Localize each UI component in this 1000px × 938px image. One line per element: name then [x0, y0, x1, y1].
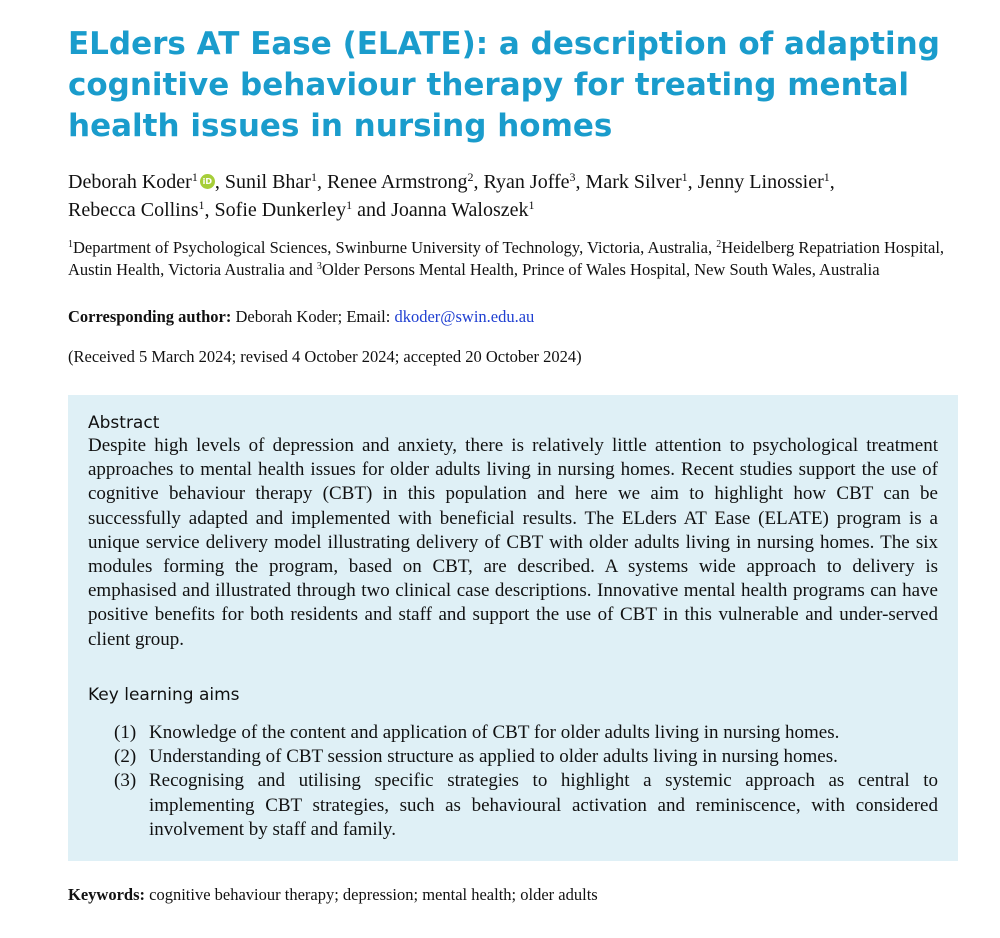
- author-name: Mark Silver: [585, 171, 682, 193]
- abstract-text: Despite high levels of depression and anxiety, there is relatively little attention to psychological treatment approaches to mental health issues for older adults living in nursing homes. Recent studies support the use of cognitive behaviour therapy (CBT) in this population and here we aim to highlight how CBT can be successfully adapted and implemented with beneficial results. The ELders AT Ease (ELATE) program is a unique service delivery model illustrating delivery of CBT with older adults living in nursing homes. The six modules forming the program, based on CBT, are described. A systems wide approach to delivery is emphasised and illustrated through two clinical case descriptions. Innovative mental health programs can have positive benefits for both residents and staff and support the use of CBT in this vulnerable and under-served client group.: [88, 435, 938, 650]
- affil-sup: 1: [68, 239, 73, 250]
- author-separator: ,: [687, 171, 698, 193]
- abstract-heading: Abstract: [88, 413, 160, 433]
- affil-sup: 2: [716, 239, 722, 250]
- aims-list: [114, 721, 938, 842]
- keywords-text: cognitive behaviour therapy; depression; mental health; older adults: [145, 885, 598, 904]
- list-item: [114, 721, 938, 745]
- author-separator: ,: [214, 171, 225, 193]
- author-affil-sup: 1: [823, 170, 830, 184]
- aim-text: Understanding of CBT session structure as applied to older adults living in nursing homes.: [149, 746, 838, 768]
- author-name: Joanna Waloszek: [391, 199, 529, 221]
- author-affil-sup: 2: [467, 170, 474, 184]
- author-separator: ,: [575, 171, 586, 193]
- email-link[interactable]: dkoder@swin.edu.au: [394, 307, 535, 326]
- author-name: Sofie Dunkerley: [214, 199, 347, 221]
- author-affil-sup: 3: [569, 170, 576, 184]
- keywords: [68, 884, 968, 906]
- corresponding-label: Corresponding author:: [68, 307, 232, 326]
- abstract-box: [68, 395, 958, 861]
- author-name: Sunil Bhar: [224, 171, 311, 193]
- affil-text: Department of Psychological Sciences, Swinburne University of Technology, Victoria, Australia,: [73, 238, 717, 257]
- author-separator: and: [352, 199, 392, 221]
- author-name: Renee Armstrong: [326, 171, 468, 193]
- keywords-label: Keywords:: [68, 885, 145, 904]
- corresponding-author: [68, 306, 968, 328]
- affil-text: Older Persons Mental Health, Prince of Wales Hospital, New South Wales, Australia: [321, 260, 880, 279]
- author-separator: ,: [316, 171, 327, 193]
- aims-heading: Key learning aims: [88, 685, 240, 705]
- corresponding-text: Deborah Koder; Email:: [231, 307, 395, 326]
- affil-sup: 3: [316, 261, 322, 272]
- author-affil-sup: 1: [681, 170, 688, 184]
- aim-text: Knowledge of the content and application of CBT for older adults living in nursing homes.: [149, 722, 840, 743]
- author-name: Rebecca Collins: [68, 199, 199, 221]
- aim-number: (1): [114, 722, 137, 743]
- received-dates: (Received 5 March 2024; revised 4 October 2024; accepted 20 October 2024): [68, 347, 582, 366]
- author-affil-sup: 1: [310, 170, 317, 184]
- author-separator: ,: [829, 171, 835, 193]
- affil-text: Heidelberg Repatriation Hospital, Austin Health, Victoria Australia and: [68, 238, 945, 279]
- aim-number: (2): [114, 746, 137, 768]
- author-name: Jenny Linossier: [697, 171, 824, 193]
- author-affil-sup: 1: [528, 198, 535, 212]
- author-affil-sup: 1: [346, 198, 353, 212]
- aim-number: (3): [114, 770, 137, 792]
- author-separator: ,: [473, 171, 484, 193]
- list-item: [114, 769, 938, 842]
- affiliations: [68, 237, 968, 281]
- author-separator: ,: [204, 199, 215, 221]
- author-name: Ryan Joffe: [483, 171, 570, 193]
- author-list: [68, 168, 968, 224]
- aim-text: Recognising and utilising specific strategies to highlight a systemic approach as central to implementing CBT strategies, such as behavioural activation and reminiscence, with considered involvement by staff and family.: [149, 770, 938, 840]
- list-item: [114, 745, 938, 769]
- article-title: ELders AT Ease (ELATE): a description of adapting cognitive behaviour therapy for treating mental health issues in nursing homes: [68, 26, 940, 144]
- author-affil-sup: 1: [191, 170, 198, 184]
- author-affil-sup: 1: [198, 198, 205, 212]
- orcid-icon[interactable]: iD: [200, 174, 215, 189]
- author-name: Deborah Koder: [68, 171, 192, 193]
